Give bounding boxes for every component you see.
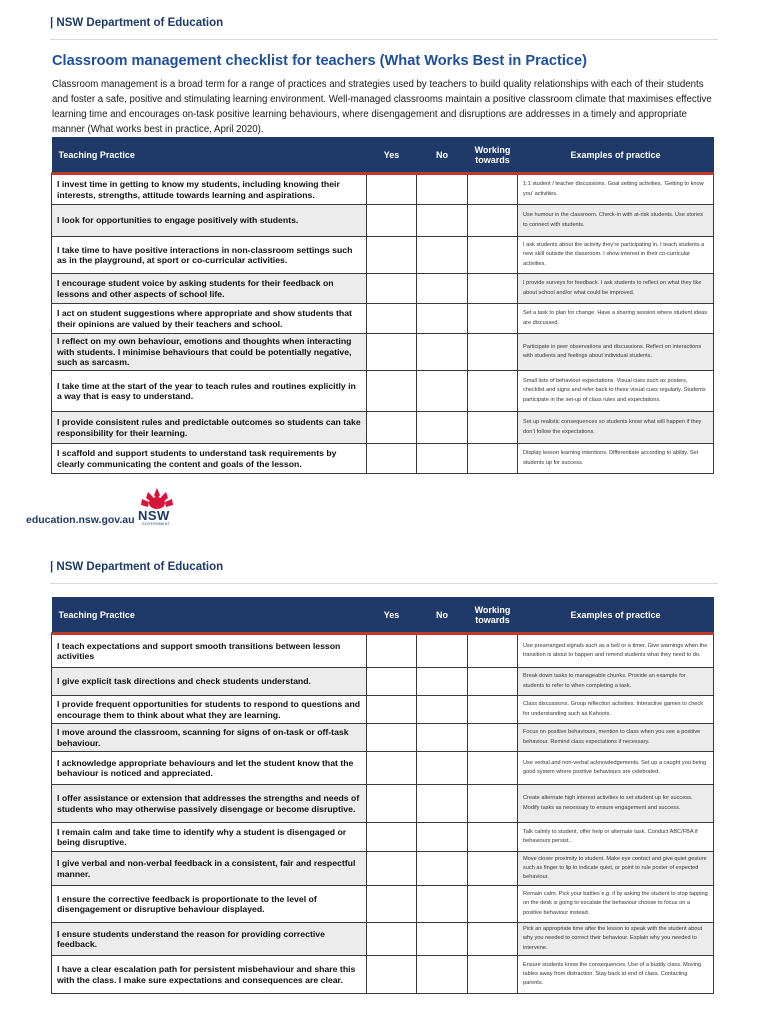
yes-checkbox-cell[interactable] bbox=[367, 174, 417, 205]
nsw-government-text: GOVERNMENT bbox=[142, 522, 171, 526]
working-towards-checkbox-cell[interactable] bbox=[468, 304, 518, 334]
table-row bbox=[52, 237, 714, 274]
no-checkbox-cell[interactable] bbox=[417, 823, 468, 852]
table-row bbox=[52, 923, 714, 956]
yes-checkbox-cell[interactable] bbox=[367, 724, 417, 752]
table-row bbox=[52, 696, 714, 724]
yes-checkbox-cell[interactable] bbox=[367, 852, 417, 886]
table-row bbox=[52, 274, 714, 304]
yes-checkbox-cell[interactable] bbox=[367, 444, 417, 474]
no-checkbox-cell[interactable] bbox=[417, 668, 468, 696]
yes-checkbox-cell[interactable] bbox=[367, 752, 417, 785]
table-row bbox=[52, 668, 714, 696]
checklist-table-1 bbox=[51, 137, 714, 474]
header-working-towards: Working towards bbox=[468, 597, 518, 634]
working-towards-checkbox-cell[interactable] bbox=[468, 696, 518, 724]
practice-cell: I look for opportunities to engage positively with students. bbox=[52, 205, 367, 237]
example-cell: I provide surveys for feedback. I ask students to reflect on what they like about school and/or what could be improved. bbox=[518, 274, 714, 304]
example-cell: Class discussions. Group reflection activities. Interactive games to check for understanding such as Kahoots. bbox=[518, 696, 714, 724]
no-checkbox-cell[interactable] bbox=[417, 956, 468, 994]
example-cell: Focus on positive behaviours, mention to class when you see a positive behaviour. Remind class expectations if necessary. bbox=[518, 724, 714, 752]
practice-cell: I act on student suggestions where appropriate and show students that their opinions are valued by their teachers and school. bbox=[52, 304, 367, 334]
working-towards-checkbox-cell[interactable] bbox=[468, 174, 518, 205]
working-towards-checkbox-cell[interactable] bbox=[468, 237, 518, 274]
table-row bbox=[52, 371, 714, 412]
working-towards-checkbox-cell[interactable] bbox=[468, 852, 518, 886]
no-checkbox-cell[interactable] bbox=[417, 923, 468, 956]
working-towards-checkbox-cell[interactable] bbox=[468, 444, 518, 474]
checklist-table-2 bbox=[51, 597, 714, 994]
table-row bbox=[52, 956, 714, 994]
practice-cell: I scaffold and support students to understand task requirements by clearly communicating the content and goals of the lesson. bbox=[52, 444, 367, 474]
table-row bbox=[52, 724, 714, 752]
practice-cell: I acknowledge appropriate behaviours and let the student know that the behaviour is noticed and appreciated. bbox=[52, 752, 367, 785]
example-cell: I ask students about the activity they’re participating in. I teach students a new skill outside the classroom. I show interest in their co-curricular activities. bbox=[518, 237, 714, 274]
no-checkbox-cell[interactable] bbox=[417, 174, 468, 205]
example-cell: Display lesson learning intentions. Differentiate according to ability. Set students up for success. bbox=[518, 444, 714, 474]
yes-checkbox-cell[interactable] bbox=[367, 334, 417, 371]
table-row bbox=[52, 444, 714, 474]
example-cell: Small lists of behaviour expectations. Visual cues such as posters, checklist and signs and refer back to these visual cues regularly. Students participate in the set-up of class rules and expectations. bbox=[518, 371, 714, 412]
yes-checkbox-cell[interactable] bbox=[367, 886, 417, 923]
example-cell: Move closer proximity to student. Make eye contact and give quiet gesture such as finger to lip to indicate quiet, or point to rule poster of expected behaviour. bbox=[518, 852, 714, 886]
table-row bbox=[52, 205, 714, 237]
working-towards-checkbox-cell[interactable] bbox=[468, 752, 518, 785]
example-cell: 1:1 student / teacher discussions. Goal setting activities, ‘Getting to know you’ activities. bbox=[518, 174, 714, 205]
practice-cell: I encourage student voice by asking students for their feedback on lessons and other aspects of school life. bbox=[52, 274, 367, 304]
example-cell: Break down tasks to manageable chunks. Provide an example for students to refer to when completing a task. bbox=[518, 668, 714, 696]
yes-checkbox-cell[interactable] bbox=[367, 696, 417, 724]
working-towards-checkbox-cell[interactable] bbox=[468, 923, 518, 956]
table-row bbox=[52, 752, 714, 785]
yes-checkbox-cell[interactable] bbox=[367, 412, 417, 444]
yes-checkbox-cell[interactable] bbox=[367, 274, 417, 304]
example-cell: Set up realistic consequences so students know what will happen if they don’t follow the expectations. bbox=[518, 412, 714, 444]
practice-cell: I give explicit task directions and check students understand. bbox=[52, 668, 367, 696]
yes-checkbox-cell[interactable] bbox=[367, 785, 417, 823]
example-cell: Create alternate high interest activities to set student up for success. Modify tasks as necessary to ensure engagement and success. bbox=[518, 785, 714, 823]
yes-checkbox-cell[interactable] bbox=[367, 668, 417, 696]
table-row bbox=[52, 852, 714, 886]
table-row bbox=[52, 412, 714, 444]
no-checkbox-cell[interactable] bbox=[417, 724, 468, 752]
example-cell: Remain calm. Pick your battles e.g. if by asking the student to stop tapping on the desk is going to escalate the behaviour choose to focus on a positive behaviour instead. bbox=[518, 886, 714, 923]
example-cell: Use prearranged signals such as a bell or a timer. Give warnings when the transition is about to happen and remind students what they need to do. bbox=[518, 634, 714, 668]
table-row bbox=[52, 823, 714, 852]
header-no: No bbox=[417, 597, 468, 634]
no-checkbox-cell[interactable] bbox=[417, 237, 468, 274]
table-row bbox=[52, 334, 714, 371]
practice-cell: I remain calm and take time to identify why a student is disengaged or being disruptive. bbox=[52, 823, 367, 852]
no-checkbox-cell[interactable] bbox=[417, 412, 468, 444]
working-towards-checkbox-cell[interactable] bbox=[468, 412, 518, 444]
practice-cell: I teach expectations and support smooth transitions between lesson activities bbox=[52, 634, 367, 668]
table-row bbox=[52, 634, 714, 668]
no-checkbox-cell[interactable] bbox=[417, 785, 468, 823]
table-row bbox=[52, 886, 714, 923]
practice-cell: I take time at the start of the year to teach rules and routines explicitly in a way that is easy to understand. bbox=[52, 371, 367, 412]
practice-cell: I provide consistent rules and predictable outcomes so students can take responsibility for their learning. bbox=[52, 412, 367, 444]
yes-checkbox-cell[interactable] bbox=[367, 956, 417, 994]
working-towards-checkbox-cell[interactable] bbox=[468, 334, 518, 371]
no-checkbox-cell[interactable] bbox=[417, 274, 468, 304]
no-checkbox-cell[interactable] bbox=[417, 752, 468, 785]
no-checkbox-cell[interactable] bbox=[417, 205, 468, 237]
no-checkbox-cell[interactable] bbox=[417, 634, 468, 668]
table-header-row bbox=[52, 597, 714, 634]
yes-checkbox-cell[interactable] bbox=[367, 304, 417, 334]
footer-website[interactable]: education.nsw.gov.au bbox=[26, 514, 135, 526]
header-teaching-practice: Teaching Practice bbox=[52, 137, 367, 174]
working-towards-checkbox-cell[interactable] bbox=[468, 886, 518, 923]
header-yes: Yes bbox=[367, 137, 417, 174]
department-header-page-2: | NSW Department of Education bbox=[50, 561, 718, 584]
no-checkbox-cell[interactable] bbox=[417, 696, 468, 724]
header-no: No bbox=[417, 137, 468, 174]
working-towards-checkbox-cell[interactable] bbox=[468, 274, 518, 304]
working-towards-checkbox-cell[interactable] bbox=[468, 371, 518, 412]
practice-cell: I give verbal and non-verbal feedback in a consistent, fair and respectful manner. bbox=[52, 852, 367, 886]
practice-cell: I have a clear escalation path for persistent misbehaviour and share this with the class. I make sure expectations and consequences are clear. bbox=[52, 956, 367, 994]
working-towards-checkbox-cell[interactable] bbox=[468, 205, 518, 237]
table-row bbox=[52, 174, 714, 205]
practice-cell: I ensure students understand the reason for providing corrective feedback. bbox=[52, 923, 367, 956]
yes-checkbox-cell[interactable] bbox=[367, 823, 417, 852]
header-working-towards: Working towards bbox=[468, 137, 518, 174]
practice-cell: I ensure the corrective feedback is proportionate to the level of disengagement or disruptive behaviour displayed. bbox=[52, 886, 367, 923]
header-examples: Examples of practice bbox=[518, 137, 714, 174]
working-towards-checkbox-cell[interactable] bbox=[468, 668, 518, 696]
department-header: | NSW Department of Education bbox=[50, 17, 718, 40]
example-cell: Participate in peer observations and discussions. Reflect on interactions with students and feelings about individual students. bbox=[518, 334, 714, 371]
example-cell: Use verbal and non-verbal acknowledgements. Set up a caught you being good system where positive behaviours are celebrated. bbox=[518, 752, 714, 785]
header-examples: Examples of practice bbox=[518, 597, 714, 634]
practice-cell: I reflect on my own behaviour, emotions and thoughts when interacting with students. I minimise behaviours that could be potentially negative, such as sarcasm. bbox=[52, 334, 367, 371]
yes-checkbox-cell[interactable] bbox=[367, 237, 417, 274]
example-cell: Use humour in the classroom. Check-in with at-risk students. Use stories to connect with students. bbox=[518, 205, 714, 237]
nsw-logo-text: NSW bbox=[138, 508, 170, 523]
practice-cell: I invest time in getting to know my students, including knowing their interests, strengths, attitude towards learning and aspirations. bbox=[52, 174, 367, 205]
working-towards-checkbox-cell[interactable] bbox=[468, 724, 518, 752]
practice-cell: I offer assistance or extension that addresses the strengths and needs of students who may otherwise passively disengage or become disruptive. bbox=[52, 785, 367, 823]
yes-checkbox-cell[interactable] bbox=[367, 923, 417, 956]
example-cell: Pick an appropriate time after the lesson to speak with the student about why you needed to correct their behaviour. Explain why you needed to intervene. bbox=[518, 923, 714, 956]
working-towards-checkbox-cell[interactable] bbox=[468, 823, 518, 852]
working-towards-checkbox-cell[interactable] bbox=[468, 785, 518, 823]
working-towards-checkbox-cell[interactable] bbox=[468, 956, 518, 994]
practice-cell: I provide frequent opportunities for students to respond to questions and encourage them to think about what they are learning. bbox=[52, 696, 367, 724]
no-checkbox-cell[interactable] bbox=[417, 304, 468, 334]
header-teaching-practice: Teaching Practice bbox=[52, 597, 367, 634]
page-title: Classroom management checklist for teachers (What Works Best in Practice) bbox=[52, 53, 588, 69]
practice-cell: I take time to have positive interactions in non-classroom settings such as in the playground, at sport or co-curricular activities. bbox=[52, 237, 367, 274]
example-cell: Talk calmly to student, offer help or alternate task. Conduct ABC/FBA if behaviours persist.. bbox=[518, 823, 714, 852]
example-cell: Set a task to plan for change. Have a sharing session where student ideas are discussed. bbox=[518, 304, 714, 334]
no-checkbox-cell[interactable] bbox=[417, 852, 468, 886]
no-checkbox-cell[interactable] bbox=[417, 444, 468, 474]
yes-checkbox-cell[interactable] bbox=[367, 634, 417, 668]
no-checkbox-cell[interactable] bbox=[417, 371, 468, 412]
working-towards-checkbox-cell[interactable] bbox=[468, 634, 518, 668]
header-yes: Yes bbox=[367, 597, 417, 634]
intro-paragraph: Classroom management is a broad term for a range of practices and strategies used by teachers to build quality relationships with each of their students and foster a safe, positive and stimulating learning environment. Well-managed classrooms maintain a positive classroom climate that maximises effective learning time and encourages on-task positive learning behaviours, where disengagement and disruptions are addresses in a timely and appropriate manner (What works best in practice, April 2020). bbox=[52, 79, 712, 135]
practice-cell: I move around the classroom, scanning for signs of on-task or off-task behaviour. bbox=[52, 724, 367, 752]
yes-checkbox-cell[interactable] bbox=[367, 371, 417, 412]
no-checkbox-cell[interactable] bbox=[417, 334, 468, 371]
example-cell: Ensure students know the consequences. Use of a buddy class. Moving tables away from distraction. Stay back at end of class. Contacting parents. bbox=[518, 956, 714, 994]
table-row bbox=[52, 304, 714, 334]
yes-checkbox-cell[interactable] bbox=[367, 205, 417, 237]
no-checkbox-cell[interactable] bbox=[417, 886, 468, 923]
table-header-row bbox=[52, 137, 714, 174]
table-row bbox=[52, 785, 714, 823]
